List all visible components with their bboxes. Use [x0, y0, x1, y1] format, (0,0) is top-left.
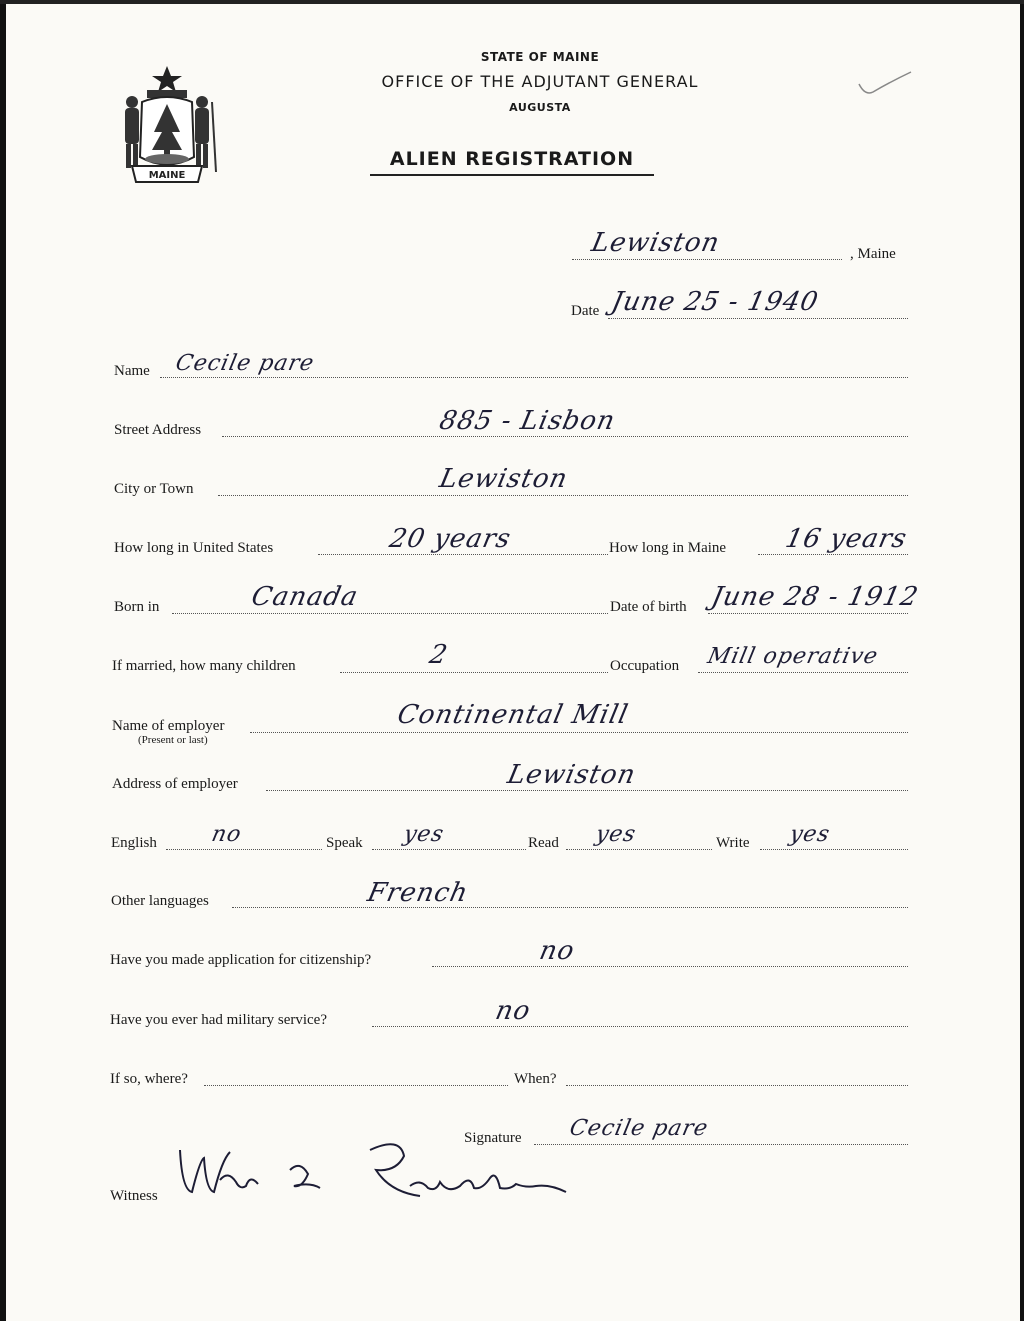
where-line	[204, 1085, 508, 1086]
how-long-maine-label: How long in Maine	[609, 540, 727, 556]
place-suffix: , Maine	[850, 246, 896, 262]
speak-value: yes	[401, 822, 447, 847]
signature-value: Cecile pare	[567, 1116, 711, 1141]
witness-signature	[170, 1130, 590, 1210]
employer-address-label: Address of employer	[112, 776, 238, 792]
read-label: Read	[528, 835, 559, 851]
date-line	[608, 318, 908, 319]
signature-label: Signature	[464, 1130, 522, 1146]
employer-label: Name of employer	[112, 718, 225, 734]
dob-line	[708, 613, 908, 614]
signature-line	[534, 1144, 908, 1145]
other-languages-value: French	[364, 878, 472, 908]
name-label: Name	[114, 363, 150, 379]
name-line	[160, 377, 908, 378]
check-mark-icon	[855, 70, 915, 100]
scan-edge-top	[0, 0, 1024, 4]
header-city: AUGUSTA	[509, 101, 571, 114]
city-label: City or Town	[114, 481, 194, 497]
military-line	[372, 1026, 908, 1027]
children-label: If married, how many children	[112, 658, 296, 674]
english-label: English	[111, 835, 157, 851]
speak-label: Speak	[326, 835, 363, 851]
born-line	[172, 613, 608, 614]
state-seal-icon	[112, 62, 222, 190]
other-languages-label: Other languages	[111, 893, 209, 909]
english-value: no	[209, 822, 245, 847]
how-long-maine-value: 16 years	[782, 524, 910, 554]
where-label: If so, where?	[110, 1071, 188, 1087]
write-value: yes	[787, 822, 833, 847]
employer-address-line	[266, 790, 908, 791]
svg-text:MAINE: MAINE	[148, 170, 186, 181]
write-label: Write	[716, 835, 750, 851]
citizenship-value: no	[536, 936, 578, 966]
other-languages-line	[232, 907, 908, 908]
write-line	[760, 849, 908, 850]
form-title: ALIEN REGISTRATION	[370, 148, 654, 176]
born-label: Born in	[114, 599, 160, 615]
occupation-label: Occupation	[610, 658, 680, 674]
military-label: Have you ever had military service?	[110, 1012, 327, 1028]
employer-sublabel: (Present or last)	[138, 734, 208, 746]
when-label: When?	[514, 1071, 557, 1087]
speak-line	[372, 849, 526, 850]
children-value: 2	[426, 640, 451, 670]
read-value: yes	[593, 822, 639, 847]
witness-label: Witness	[110, 1188, 158, 1204]
how-long-us-line	[318, 554, 608, 555]
place-line	[572, 259, 842, 260]
name-value: Cecile pare	[173, 351, 317, 376]
citizenship-label: Have you made application for citizenship?	[110, 952, 372, 968]
city-value: Lewiston	[436, 464, 571, 494]
employer-value: Continental Mill	[394, 700, 632, 730]
city-line	[218, 495, 908, 496]
scan-edge-left	[0, 0, 6, 1321]
employer-address-value: Lewiston	[504, 760, 639, 790]
how-long-us-label: How long in United States	[114, 540, 274, 556]
date-label: Date	[571, 303, 600, 319]
born-value: Canada	[248, 582, 361, 612]
citizenship-line	[432, 966, 908, 967]
street-label: Street Address	[114, 422, 202, 438]
employer-line	[250, 732, 908, 733]
street-line	[222, 436, 908, 437]
military-value: no	[492, 996, 534, 1026]
dob-label: Date of birth	[610, 599, 687, 615]
place-value: Lewiston	[588, 228, 723, 258]
when-line	[566, 1085, 908, 1086]
english-line	[166, 849, 322, 850]
occupation-value: Mill operative	[705, 644, 881, 669]
read-line	[566, 849, 712, 850]
how-long-us-value: 20 years	[386, 524, 514, 554]
date-value: June 25 - 1940	[608, 287, 822, 317]
scan-edge-right	[1020, 0, 1024, 1321]
header-state: STATE OF MAINE	[480, 50, 600, 64]
children-line	[340, 672, 608, 673]
how-long-maine-line	[758, 554, 908, 555]
occupation-line	[698, 672, 908, 673]
dob-value: June 28 - 1912	[708, 582, 922, 612]
street-value: 885 - Lisbon	[436, 406, 619, 436]
header-office: OFFICE OF THE ADJUTANT GENERAL	[381, 72, 699, 91]
